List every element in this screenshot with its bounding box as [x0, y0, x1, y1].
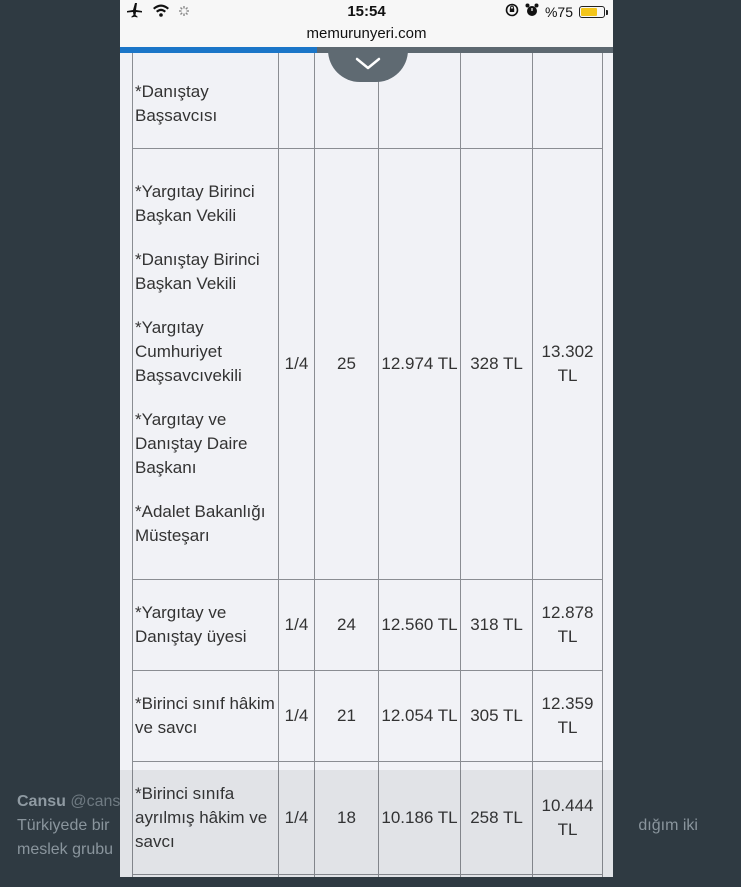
table-cell-empty	[279, 875, 315, 878]
position-title: *Danıştay Birinci Başkan Vekili	[135, 250, 260, 293]
table-cell-col6: 12.359 TL	[533, 671, 603, 762]
chevron-down-icon	[355, 57, 381, 76]
tweet-line2: meslek grubu	[17, 841, 114, 858]
table-cell-empty	[133, 875, 279, 878]
table-cell-col4: 10.186 TL	[379, 762, 461, 875]
address-bar[interactable]: memurunyeri.com	[120, 22, 613, 48]
table-cell-col5: 258 TL	[461, 762, 533, 875]
position-title: *Yargıtay ve Danıştay Daire Başkanı	[135, 410, 248, 477]
position-title: *Yargıtay ve Danıştay üyesi	[135, 603, 247, 646]
orientation-lock-icon	[505, 3, 519, 20]
table-cell-col5: 328 TL	[461, 149, 533, 580]
table-row	[133, 762, 603, 875]
table-cell-empty	[315, 875, 379, 878]
table-cell-col4: 12.054 TL	[379, 671, 461, 762]
tweet-handle[interactable]: @cans	[70, 793, 121, 810]
salary-table-container	[132, 53, 602, 877]
table-cell-col5: 318 TL	[461, 580, 533, 671]
table-cell-col6: 12.878 TL	[533, 580, 603, 671]
position-title: *Adalet Bakanlığı Müsteşarı	[135, 502, 266, 545]
table-cell-empty	[461, 875, 533, 878]
status-bar	[120, 0, 613, 24]
status-time: 15:54	[347, 3, 386, 20]
table-cell-col3: 25	[315, 149, 379, 580]
table-cell-col2: 1/4	[279, 671, 315, 762]
table-row	[133, 580, 603, 671]
table-cell-col6: 10.444 TL	[533, 762, 603, 875]
table-cell-col3: 18	[315, 762, 379, 875]
position-title: *Yargıtay Cumhuriyet Başsavcıvekili	[135, 318, 242, 385]
table-cell-col2: 1/4	[279, 580, 315, 671]
phone-screenshot	[120, 0, 613, 877]
table-cell-col5: 305 TL	[461, 671, 533, 762]
position-title: *Yargıtay Birinci Başkan Vekili	[135, 182, 255, 225]
battery-percent: %75	[544, 3, 573, 20]
table-cell-col3: 24	[315, 580, 379, 671]
table-cell-empty	[533, 875, 603, 878]
battery-icon	[579, 6, 605, 18]
table-row	[133, 671, 603, 762]
tweet-line1-end: dığım iki	[638, 817, 698, 834]
table-cell-col6	[533, 53, 603, 149]
position-title-cell	[133, 671, 279, 762]
position-title: *Birinci sınıf hâkim ve savcı	[135, 694, 275, 737]
position-title: *Birinci sınıfa ayrılmış hâkim ve savcı	[135, 784, 268, 851]
table-cell-col2: 1/4	[279, 762, 315, 875]
position-title: *Danıştay Başsavcısı	[135, 82, 218, 125]
position-title-cell	[133, 762, 279, 875]
salary-table	[132, 53, 603, 877]
table-cell-col2: 1/4	[279, 149, 315, 580]
table-row	[133, 875, 603, 878]
table-cell-col4: 12.560 TL	[379, 580, 461, 671]
table-cell-col2	[279, 53, 315, 149]
tweet-line1-start: Türkiyede bir	[17, 817, 110, 834]
alarm-icon	[525, 3, 539, 20]
table-cell-col3: 21	[315, 671, 379, 762]
table-cell-col6: 13.302 TL	[533, 149, 603, 580]
table-cell-empty	[379, 875, 461, 878]
position-title-cell	[133, 580, 279, 671]
tweet-author[interactable]: Cansu	[17, 793, 66, 810]
table-row	[133, 149, 603, 580]
position-title-cell	[133, 149, 279, 580]
table-cell-col5	[461, 53, 533, 149]
position-title-cell	[133, 53, 279, 149]
table-cell-col4: 12.974 TL	[379, 149, 461, 580]
